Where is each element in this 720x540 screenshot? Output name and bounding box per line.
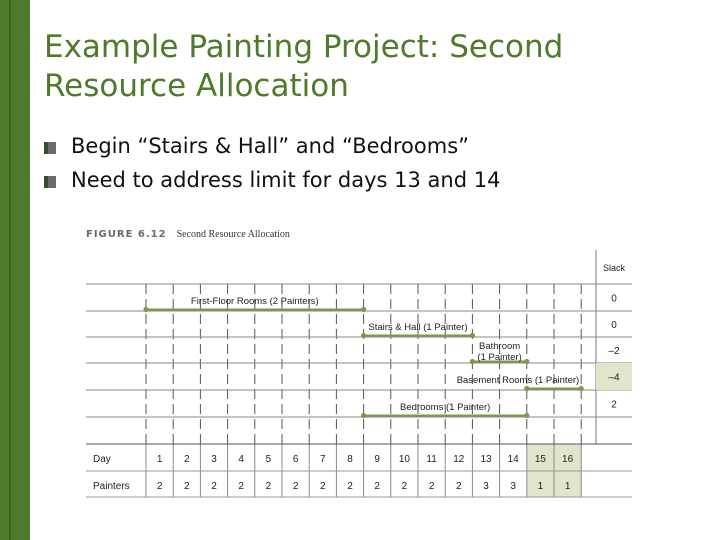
slide-title: Example Painting Project: Second Resource Allocation [44,29,564,104]
task-bar-start [143,307,148,312]
painter-count: 2 [347,481,353,492]
painter-count: 1 [537,481,544,492]
task-bar-start [524,386,529,391]
slack-value: 0 [611,320,617,331]
slack-header: Slack [602,263,626,273]
painter-count: 3 [483,481,489,492]
task-bar-start [470,359,475,364]
painters-row-label: Painters [93,481,130,492]
painter-count: 2 [265,481,272,492]
painter-count: 3 [510,481,516,492]
day-number: 12 [453,454,465,465]
task-label: Bedrooms (1 Painter) [400,402,491,413]
day-number: 8 [347,454,353,465]
day-number: 1 [156,454,163,465]
painter-count: 2 [156,481,163,492]
task-label: Basement Rooms (1 Painter) [456,375,580,386]
day-number: 14 [507,454,519,465]
day-number: 7 [320,454,326,465]
task-bar-start [361,333,366,338]
day-number: 5 [265,454,272,465]
painter-count: 2 [456,481,462,492]
slack-value: –2 [608,346,620,357]
painter-count: 2 [428,481,435,492]
task-bar-end [361,307,366,312]
painter-count: 2 [401,481,408,492]
slack-value: 0 [611,293,617,305]
day-number: 16 [562,454,574,465]
task-bar-start [361,413,366,418]
painter-count: 2 [238,481,244,492]
bullet-text: Need to address limit for days 13 and 14 [71,168,501,192]
day-number: 4 [238,454,244,465]
painter-count: 2 [184,481,190,492]
day-number: 6 [292,454,299,465]
bullet-text: Begin “Stairs & Hall” and “Bedrooms” [71,134,470,158]
task-bar-end [524,359,529,364]
day-number: 11 [426,454,437,465]
day-number: 15 [534,454,546,465]
painter-count: 2 [374,481,380,492]
task-bar-end [524,413,529,418]
day-row-label: Day [93,454,111,465]
day-number: 2 [184,454,190,465]
painter-count: 1 [564,481,571,492]
day-number: 10 [398,454,410,465]
task-label: Bathroom [479,341,521,352]
slack-value: –4 [608,372,620,384]
day-number: 9 [374,454,380,465]
painter-count: 2 [211,481,217,492]
figure-number: FIGURE 6.12 [86,229,167,240]
painter-count: 2 [292,481,299,492]
slack-value: 2 [611,399,617,411]
task-bar-end [579,386,584,391]
task-bar-end [470,333,475,338]
task-label: (1 Painter) [477,352,522,363]
day-number: 3 [211,454,217,465]
figure-caption: Second Resource Allocation [176,229,290,240]
task-label: Stairs & Hall (1 Painter) [368,322,468,333]
day-number: 13 [480,454,492,465]
task-label: First-Floor Rooms (2 Painters) [190,296,319,307]
painter-count: 2 [320,481,326,492]
